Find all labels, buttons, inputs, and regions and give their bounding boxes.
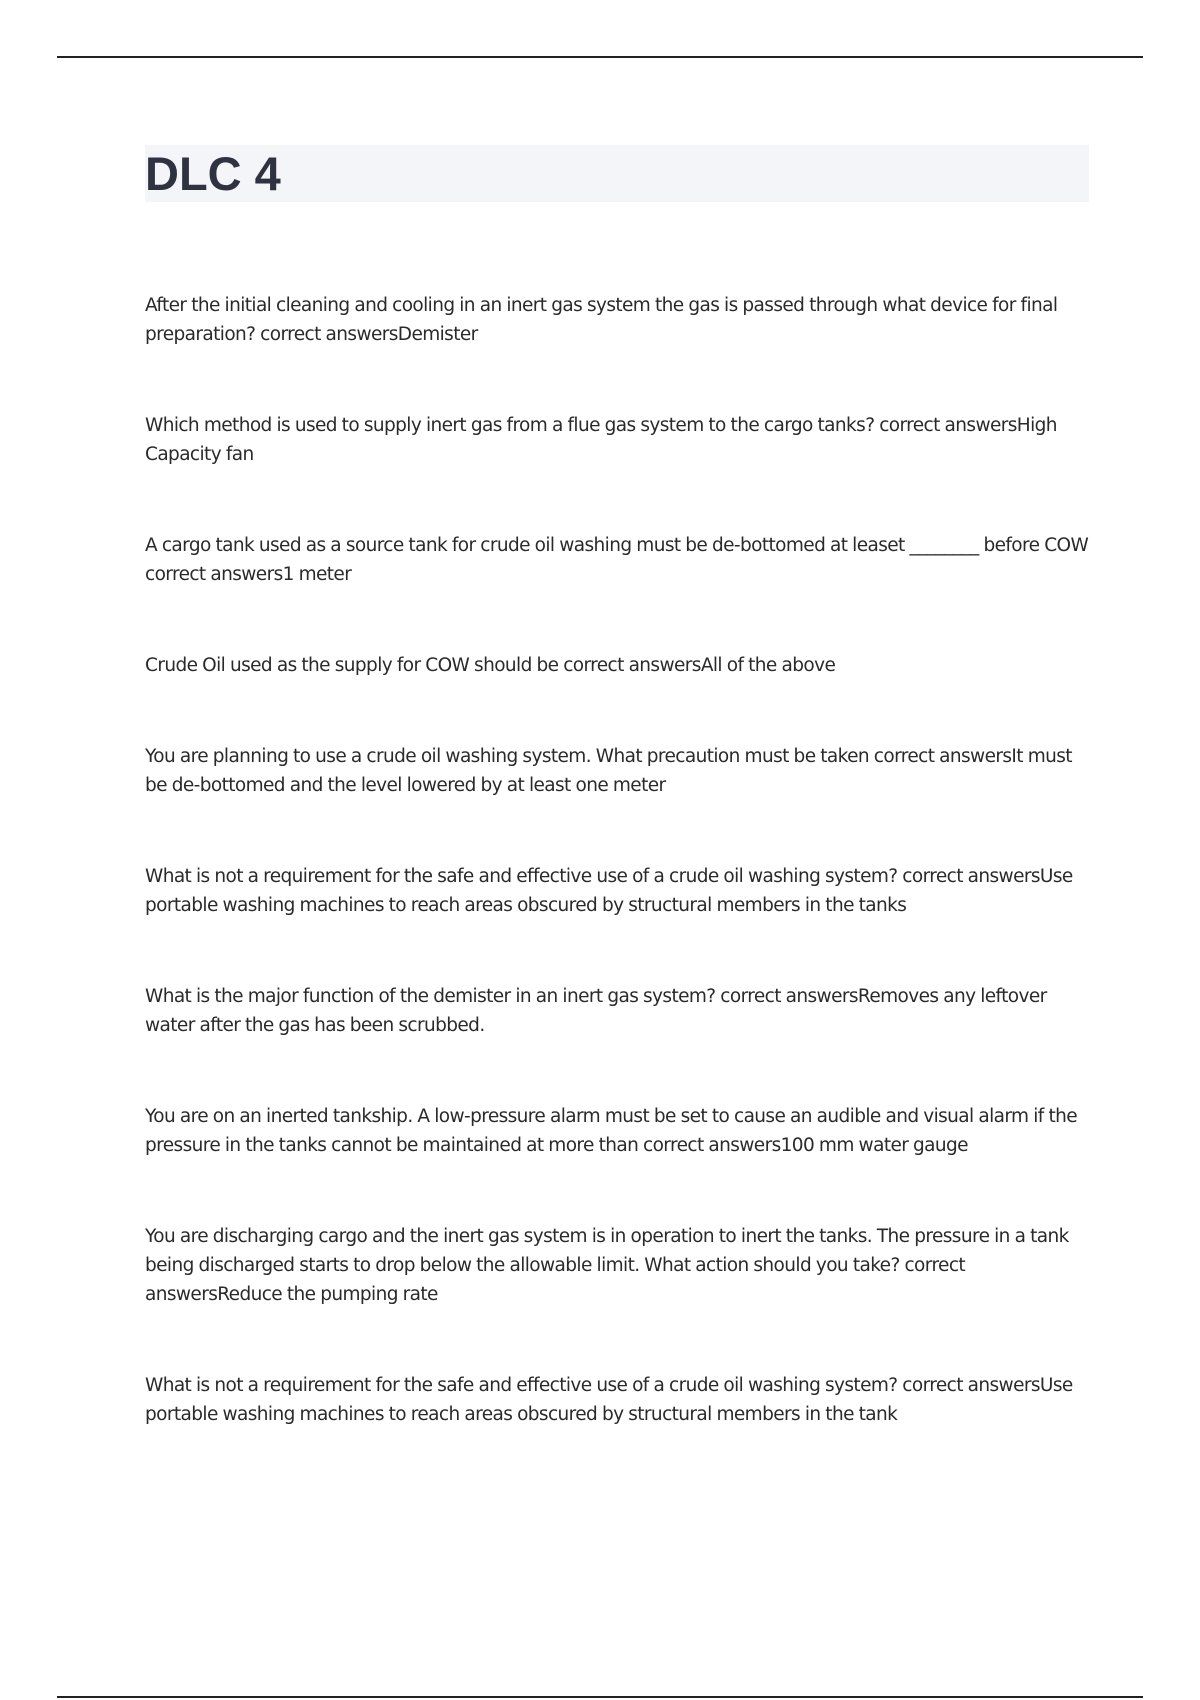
qa-item: What is the major function of the demister in an inert gas system? correct answersRemoves any leftover water after the gas has been scrubbed. <box>145 986 1047 1036</box>
document-title: DLC 4 <box>145 147 281 200</box>
footer-rule <box>57 1696 1143 1698</box>
qa-item: What is not a requirement for the safe and effective use of a crude oil washing system? correct answersUse portable washing machines to reach areas obscured by structural members in the tanks <box>145 866 1073 916</box>
qa-item: You are on an inerted tankship. A low-pressure alarm must be set to cause an audible and visual alarm if the pressure in the tanks cannot be maintained at more than correct answers100 mm water gauge <box>145 1106 1078 1156</box>
qa-item: Which method is used to supply inert gas from a flue gas system to the cargo tanks? correct answersHigh Capacity fan <box>145 415 1057 465</box>
qa-item: What is not a requirement for the safe and effective use of a crude oil washing system? correct answersUse portable washing machines to reach areas obscured by structural members in the tank <box>145 1375 1073 1425</box>
qa-item: After the initial cleaning and cooling in an inert gas system the gas is passed through what device for final preparation? correct answersDemister <box>145 295 1058 345</box>
qa-item: You are planning to use a crude oil washing system. What precaution must be taken correct answersIt must be de-bottomed and the level lowered by at least one meter <box>145 746 1072 796</box>
qa-item: A cargo tank used as a source tank for crude oil washing must be de-bottomed at leaset ________ before COW correct answers1 meter <box>145 535 1089 585</box>
title-band <box>145 145 1089 202</box>
qa-item: You are discharging cargo and the inert gas system is in operation to inert the tanks. The pressure in a tank being discharged starts to drop below the allowable limit. What action should you take? correct answersReduce the pumping rate <box>145 1226 1069 1305</box>
header-rule <box>57 56 1143 58</box>
qa-item: Crude Oil used as the supply for COW should be correct answersAll of the above <box>145 655 836 676</box>
